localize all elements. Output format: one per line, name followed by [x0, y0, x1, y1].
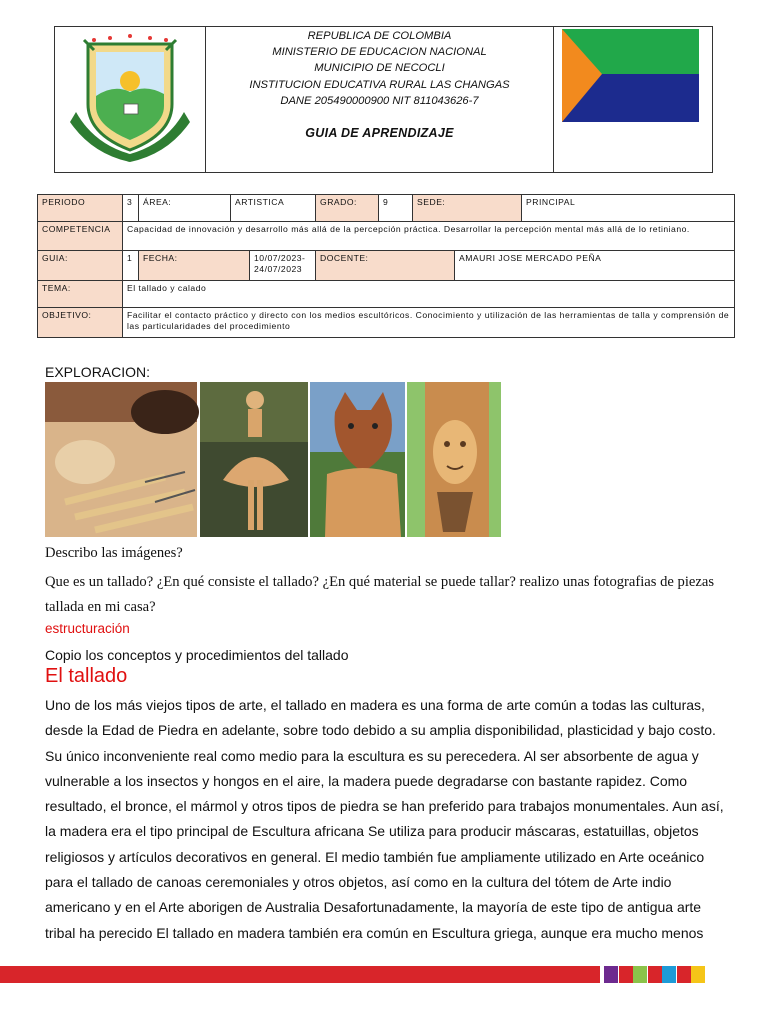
wooden-wolf-sculpture-photo	[310, 382, 405, 537]
guide-title: GUIA DE APRENDIZAJE	[305, 126, 454, 140]
objetivo-label: OBJETIVO:	[38, 308, 123, 338]
instruction-text: Copio los conceptos y procedimientos del tallado	[45, 647, 349, 663]
institution-flag-icon	[554, 26, 714, 173]
tema-value: El tallado y calado	[123, 281, 735, 308]
school-shield-emblem-icon	[54, 26, 206, 173]
carving-tools-photo	[45, 382, 199, 537]
question-describe: Describo las imágenes?	[45, 545, 183, 561]
header-text	[206, 28, 553, 109]
exploracion-heading: EXPLORACION:	[45, 364, 151, 380]
guia-value: 1	[123, 251, 139, 281]
footer-bar	[0, 966, 600, 983]
footer-segment	[648, 966, 662, 983]
grado-label: GRADO:	[316, 195, 379, 222]
docente-value: AMAURI JOSE MERCADO PEÑA	[455, 251, 735, 281]
wooden-dancer-sculpture-photo	[200, 382, 308, 537]
objetivo-value: Facilitar el contacto práctico y directo con los medios escultóricos. Conocimiento y utilización de las herramientas de talla y comprensión de las particularidades del procedimiento	[123, 308, 735, 338]
flag-cell	[553, 26, 713, 173]
footer-segment	[691, 966, 705, 983]
body-paragraph: Uno de los más viejos tipos de arte, el tallado en madera es una forma de arte común a todas las culturas, desde la Edad de Piedra en adelante, sobre todo debido a su amplia disponibilidad, plasticidad y bajo costo. Su único inconveniente real como medio para la escultura es su perecedera. Al ser absorbente de agua y vulnerable a los insectos y hongos en el aire, la madera puede degradarse con bastante rapidez. Como resultado, el bronce, el mármol y otros tipos de piedra se han preferido para trabajos monumentales. Aun así, la madera era el tipo principal de Escultura africana Se utiliza para producir máscaras, estatuillas, objetos religiosos y artículos decorativos en general. El medio también fue ampliamente utilizado en Arte oceánico para el tallado de canoas ceremoniales y otros objetos, así como en la cultura del tótem de Arte indio americano y en el Arte aborigen de Australia Desafortunadamente, la mayoría de este tipo de antigua arte tribal ha perecido El tallado en madera también era común en Escultura griega, aunque era mucho menos	[45, 697, 724, 941]
grado-value: 9	[379, 195, 413, 222]
info-table	[37, 194, 735, 338]
section-heading: El tallado	[45, 665, 128, 687]
footer-segment	[662, 966, 676, 983]
logo-cell	[54, 26, 206, 173]
header-line: MUNICIPIO DE NECOCLI	[314, 62, 445, 75]
periodo-value: 3	[123, 195, 139, 222]
periodo-label: PERIODO	[38, 195, 123, 222]
photo-strip	[45, 382, 501, 537]
sede-label: SEDE:	[413, 195, 522, 222]
header-line: INSTITUCION EDUCATIVA RURAL LAS CHANGAS	[249, 78, 510, 91]
fecha-label: FECHA:	[139, 251, 250, 281]
carved-face-trunk-photo	[407, 382, 501, 537]
fecha-start: 10/07/2023-	[254, 253, 306, 263]
fecha-value	[250, 251, 316, 281]
question-list: Que es un tallado? ¿En qué consiste el tallado? ¿En qué material se puede tallar? realizo unas fotografias de piezas tallada en mi casa?	[45, 574, 714, 615]
sede-value: PRINCIPAL	[522, 195, 735, 222]
guia-label: GUIA:	[38, 251, 123, 281]
competencia-label: COMPETENCIA	[38, 222, 123, 251]
header-line: MINISTERIO DE EDUCACION NACIONAL	[272, 46, 487, 59]
footer-segment	[619, 966, 633, 983]
footer-segment	[633, 966, 647, 983]
header-line: DANE 205490000900 NIT 811043626-7	[280, 94, 479, 107]
footer-segment	[604, 966, 618, 983]
competencia-value: Capacidad de innovación y desarrollo más allá de la percepción práctica. Desarrollar la percepción mental más allá de lo retiniano.	[123, 222, 735, 251]
area-label: ÁREA:	[139, 195, 231, 222]
fecha-end: 24/07/2023	[254, 264, 303, 274]
tema-label: TEMA:	[38, 281, 123, 308]
docente-label: DOCENTE:	[316, 251, 455, 281]
footer-segment	[677, 966, 691, 983]
estructuracion-heading: estructuración	[45, 621, 130, 636]
area-value: ARTISTICA	[231, 195, 316, 222]
header-line: REPUBLICA DE COLOMBIA	[307, 30, 452, 42]
